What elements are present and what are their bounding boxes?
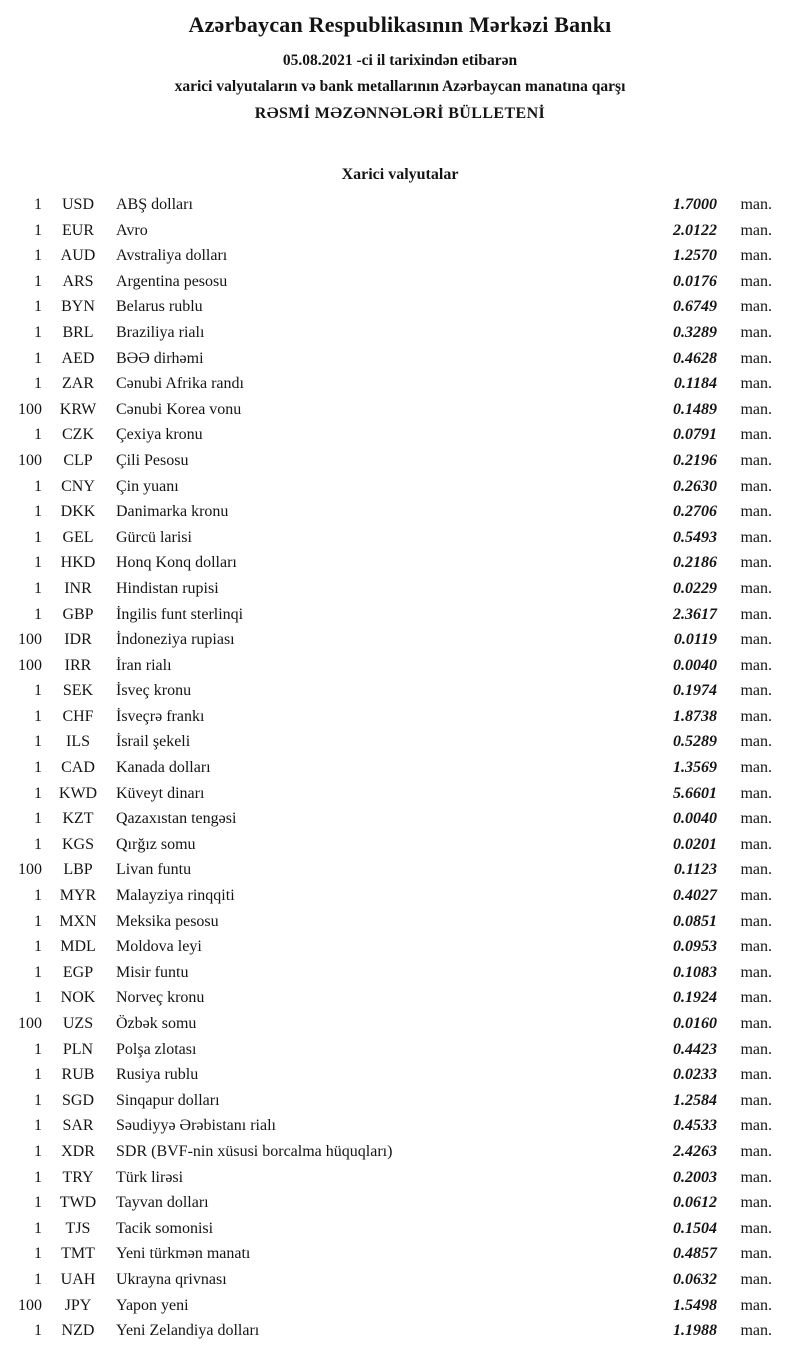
effective-date-line: 05.08.2021 -ci il tarixindən etibarən	[282, 52, 518, 69]
currency-row	[0, 1113, 800, 1139]
currency-code: BRL	[62, 323, 94, 341]
currency-name: Misir funtu	[116, 963, 189, 981]
currency-unit: man.	[740, 272, 772, 290]
currency-code: EGP	[62, 963, 94, 981]
currency-rate: 1.1988	[673, 1322, 717, 1340]
currency-quantity: 1	[34, 1040, 42, 1058]
currency-name: Qırğız somu	[116, 835, 196, 853]
currency-code: DKK	[60, 503, 96, 521]
currency-quantity: 1	[34, 579, 42, 597]
currency-name: Rusiya rublu	[116, 1066, 199, 1084]
currency-quantity: 1	[34, 528, 42, 546]
currency-rate: 0.4423	[673, 1040, 717, 1058]
currency-row	[0, 704, 800, 730]
currency-rate: 0.3289	[673, 323, 717, 341]
currency-rate: 0.4857	[673, 1245, 717, 1263]
currency-unit: man.	[740, 298, 772, 316]
currency-code: IRR	[64, 656, 92, 674]
currency-row	[0, 1037, 800, 1063]
currency-row	[0, 1293, 800, 1319]
currency-row	[0, 1062, 800, 1088]
currency-row	[0, 576, 800, 602]
currency-row	[0, 1011, 800, 1037]
currency-rate: 0.0040	[673, 656, 717, 674]
currency-unit: man.	[740, 426, 772, 444]
currency-rate: 0.0233	[673, 1066, 717, 1084]
currency-unit: man.	[740, 323, 772, 341]
currency-code: CZK	[62, 426, 94, 444]
currency-row	[0, 627, 800, 653]
bulletin-title: RƏSMİ MƏZƏNNƏLƏRİ BÜLLETENİ	[254, 105, 546, 122]
currency-unit: man.	[740, 707, 772, 725]
currency-code: NZD	[61, 1322, 95, 1340]
currency-unit: man.	[740, 835, 772, 853]
currency-quantity: 1	[34, 938, 42, 956]
currency-name: Türk lirəsi	[116, 1168, 184, 1186]
currency-row	[0, 832, 800, 858]
currency-unit: man.	[740, 221, 772, 239]
currency-name: Braziliya rialı	[116, 323, 205, 341]
currency-code: USD	[61, 196, 94, 213]
currency-rate: 0.4027	[673, 887, 717, 905]
currency-quantity: 1	[34, 912, 42, 930]
currency-code: JPY	[64, 1296, 92, 1314]
currency-name: Özbək somu	[116, 1015, 197, 1032]
currency-unit: man.	[740, 1091, 772, 1109]
currency-quantity: 1	[34, 682, 42, 700]
currency-code: SEK	[62, 682, 94, 700]
currency-name: Meksika pesosu	[116, 912, 219, 930]
currency-row	[0, 602, 800, 628]
bulletin-header	[0, 0, 800, 128]
currency-code: AED	[61, 349, 95, 367]
currency-rate: 0.2706	[673, 503, 717, 521]
currency-unit: man.	[740, 912, 772, 930]
currency-unit: man.	[740, 1219, 772, 1237]
currency-rate: 0.2196	[673, 451, 717, 469]
currency-code: SAR	[62, 1117, 94, 1135]
currency-quantity: 1	[34, 323, 42, 341]
currency-rate: 0.5289	[673, 733, 717, 751]
currency-name: Küveyt dinarı	[116, 784, 205, 802]
currency-name: Cənubi Afrika randı	[116, 375, 244, 393]
currency-name: Argentina pesosu	[116, 272, 228, 290]
currency-row	[0, 474, 800, 500]
currency-quantity: 1	[34, 1117, 42, 1135]
currency-code: UAH	[60, 1270, 96, 1288]
currency-code: MDL	[60, 938, 96, 956]
currency-unit: man.	[740, 349, 772, 367]
currency-unit: man.	[740, 656, 772, 674]
currency-quantity: 1	[34, 503, 42, 521]
currency-quantity: 1	[34, 835, 42, 853]
currency-name: Ukrayna qrivnası	[116, 1270, 227, 1288]
currency-code: GEL	[62, 528, 94, 546]
currency-code: ARS	[62, 272, 94, 290]
currency-unit: man.	[740, 554, 772, 572]
currency-quantity: 1	[34, 1219, 42, 1237]
currency-code: ILS	[66, 733, 90, 751]
currency-quantity: 100	[18, 861, 42, 879]
currency-row	[0, 499, 800, 525]
currency-code: PLN	[62, 1040, 94, 1058]
currency-row	[0, 909, 800, 935]
currency-rate: 0.0612	[673, 1194, 717, 1212]
currency-unit: man.	[740, 1117, 772, 1135]
currency-row	[0, 806, 800, 832]
currency-row	[0, 294, 800, 320]
currency-row	[0, 857, 800, 883]
currency-code: KWD	[58, 784, 98, 802]
currency-row	[0, 371, 800, 397]
currency-code: TWD	[59, 1194, 97, 1212]
currency-quantity: 1	[34, 1322, 42, 1340]
currency-name: Honq Konq dolları	[116, 554, 237, 572]
currency-unit: man.	[740, 784, 772, 802]
currency-quantity: 1	[34, 1142, 42, 1160]
currency-rate: 5.6601	[673, 784, 717, 802]
currency-code: KZT	[62, 810, 94, 828]
currency-quantity: 1	[34, 477, 42, 495]
currency-quantity: 1	[34, 272, 42, 290]
currency-code: KGS	[61, 835, 94, 853]
currency-name: Yapon yeni	[116, 1296, 189, 1314]
currency-table	[0, 192, 800, 1344]
currency-code: HKD	[60, 554, 96, 572]
currency-row	[0, 934, 800, 960]
currency-name: İngilis funt sterlinqi	[116, 605, 244, 623]
currency-name: Moldova leyi	[116, 938, 202, 956]
currency-rate: 0.1184	[673, 375, 717, 393]
currency-quantity: 1	[34, 1194, 42, 1212]
currency-code: MYR	[59, 887, 97, 905]
currency-unit: man.	[740, 1015, 772, 1032]
currency-quantity: 1	[34, 298, 42, 316]
currency-unit: man.	[740, 579, 772, 597]
currency-unit: man.	[740, 631, 772, 649]
currency-rate: 0.0040	[673, 810, 717, 828]
currency-rate: 1.3569	[673, 759, 717, 777]
currency-code: CHF	[62, 707, 94, 725]
currency-quantity: 1	[34, 605, 42, 623]
currency-quantity: 100	[18, 656, 42, 674]
currency-rate: 0.6749	[673, 298, 717, 316]
currency-rate: 0.0160	[673, 1015, 717, 1032]
currency-code: CNY	[61, 477, 95, 495]
currency-unit: man.	[740, 247, 772, 265]
currency-unit: man.	[740, 682, 772, 700]
currency-unit: man.	[740, 1142, 772, 1160]
currency-unit: man.	[740, 810, 772, 828]
currency-row	[0, 1267, 800, 1293]
currency-name: Çin yuanı	[116, 477, 179, 495]
currency-quantity: 1	[34, 887, 42, 905]
currency-quantity: 1	[34, 221, 42, 239]
currency-quantity: 100	[18, 1015, 42, 1032]
currency-rate: 0.2003	[673, 1168, 717, 1186]
currency-unit: man.	[740, 1296, 772, 1314]
currency-row	[0, 269, 800, 295]
currency-row	[0, 781, 800, 807]
currency-quantity: 1	[34, 733, 42, 751]
currency-rate: 1.8738	[673, 707, 717, 725]
currency-name: Polşa zlotası	[116, 1040, 197, 1058]
currency-row	[0, 883, 800, 909]
currency-quantity: 1	[34, 247, 42, 265]
currency-row	[0, 1216, 800, 1242]
currency-row	[0, 1241, 800, 1267]
currency-name: Səudiyyə Ərəbistanı rialı	[116, 1117, 276, 1135]
currency-name: Avro	[116, 221, 148, 239]
currency-row	[0, 243, 800, 269]
currency-row	[0, 985, 800, 1011]
currency-code: INR	[64, 579, 92, 597]
currency-rate: 2.0122	[673, 221, 717, 239]
currency-unit: man.	[740, 1322, 772, 1340]
currency-unit: man.	[740, 503, 772, 521]
currency-code: NOK	[60, 989, 96, 1007]
currency-quantity: 1	[34, 784, 42, 802]
currency-unit: man.	[740, 861, 772, 879]
currency-quantity: 100	[18, 1296, 42, 1314]
currency-quantity: 1	[34, 196, 42, 213]
currency-code: MXN	[59, 912, 97, 930]
currency-code: KRW	[59, 400, 97, 418]
currency-name: Yeni Zelandiya dolları	[116, 1322, 260, 1340]
currency-unit: man.	[740, 759, 772, 777]
currency-unit: man.	[740, 477, 772, 495]
currency-code: RUB	[61, 1066, 95, 1084]
currency-quantity: 1	[34, 989, 42, 1007]
currency-name: Kanada dolları	[116, 759, 211, 777]
currency-row	[0, 1190, 800, 1216]
currency-quantity: 1	[34, 707, 42, 725]
currency-rate: 0.0119	[673, 631, 717, 649]
currency-unit: man.	[740, 1168, 772, 1186]
currency-row	[0, 1318, 800, 1344]
currency-rate: 0.1974	[673, 682, 717, 700]
currency-quantity: 1	[34, 1270, 42, 1288]
currency-row	[0, 1139, 800, 1165]
currency-name: Avstraliya dolları	[116, 247, 228, 265]
currency-unit: man.	[740, 375, 772, 393]
currency-code: SGD	[61, 1091, 94, 1109]
currency-rate: 0.1123	[673, 861, 717, 879]
currency-name: İsveçrə frankı	[116, 707, 205, 725]
currency-name: Tayvan dolları	[116, 1194, 209, 1212]
currency-quantity: 1	[34, 1245, 42, 1263]
currency-name: Qazaxıstan tengəsi	[116, 810, 237, 828]
currency-code: TRY	[62, 1168, 94, 1186]
currency-unit: man.	[740, 1066, 772, 1084]
currency-unit: man.	[740, 989, 772, 1007]
currency-quantity: 1	[34, 426, 42, 444]
currency-code: GBP	[62, 605, 94, 623]
currency-rate: 1.2584	[673, 1091, 717, 1109]
currency-code: ZAR	[62, 375, 94, 393]
currency-unit: man.	[740, 887, 772, 905]
currency-name: Livan funtu	[116, 861, 192, 879]
currency-name: Norveç kronu	[116, 989, 205, 1007]
currency-code: BYN	[61, 298, 95, 316]
currency-code: UZS	[62, 1015, 94, 1032]
currency-name: Gürcü larisi	[116, 528, 192, 546]
currency-name: Yeni türkmən manatı	[116, 1245, 251, 1263]
currency-unit: man.	[740, 1245, 772, 1263]
currency-name: Malayziya rinqqiti	[116, 887, 235, 905]
currency-name: İndoneziya rupiası	[116, 631, 235, 649]
currency-row	[0, 448, 800, 474]
currency-name: Sinqapur dolları	[116, 1091, 220, 1109]
currency-name: ABŞ dolları	[116, 196, 193, 213]
currency-rate: 1.7000	[673, 196, 717, 213]
currency-rate: 0.4628	[673, 349, 717, 367]
currency-code: AUD	[60, 247, 96, 265]
currency-code: TMT	[61, 1245, 95, 1263]
currency-quantity: 1	[34, 375, 42, 393]
currency-unit: man.	[740, 963, 772, 981]
currency-rate: 0.0791	[673, 426, 717, 444]
currency-unit: man.	[740, 733, 772, 751]
currency-quantity: 100	[18, 631, 42, 649]
currency-row	[0, 320, 800, 346]
currency-rate: 1.2570	[673, 247, 717, 265]
currency-rate: 1.5498	[673, 1296, 717, 1314]
currency-row	[0, 729, 800, 755]
currency-code: CLP	[63, 451, 93, 469]
currency-quantity: 1	[34, 1091, 42, 1109]
currency-rate: 0.2630	[673, 477, 717, 495]
currency-name: Hindistan rupisi	[116, 579, 219, 597]
currency-rate: 0.1489	[673, 400, 717, 418]
currency-row	[0, 960, 800, 986]
section-title: Xarici valyutalar	[341, 166, 459, 183]
currency-rate: 0.2186	[673, 554, 717, 572]
currency-row	[0, 678, 800, 704]
currency-unit: man.	[740, 1040, 772, 1058]
currency-rate: 0.0176	[673, 272, 717, 290]
currency-name: Çexiya kronu	[116, 426, 203, 444]
currency-unit: man.	[740, 1194, 772, 1212]
currency-rate: 2.4263	[673, 1142, 717, 1160]
currency-rate: 0.1924	[673, 989, 717, 1007]
currency-name: Danimarka kronu	[116, 503, 229, 521]
currency-row	[0, 192, 800, 218]
currency-name: Belarus rublu	[116, 298, 203, 316]
currency-code: LBP	[63, 861, 93, 879]
currency-rate: 0.1504	[673, 1219, 717, 1237]
currency-unit: man.	[740, 605, 772, 623]
currency-name: Çili Pesosu	[116, 451, 189, 469]
currency-row	[0, 653, 800, 679]
currency-unit: man.	[740, 400, 772, 418]
currency-code: CAD	[61, 759, 95, 777]
currency-code: EUR	[62, 221, 94, 239]
currency-rate: 0.0851	[673, 912, 717, 930]
currency-quantity: 100	[18, 451, 42, 469]
currency-name: İsrail şekeli	[116, 733, 191, 751]
currency-unit: man.	[740, 451, 772, 469]
currency-rate: 0.5493	[673, 528, 717, 546]
currency-quantity: 1	[34, 963, 42, 981]
currency-quantity: 100	[18, 400, 42, 418]
currency-name: SDR (BVF-nin xüsusi borcalma hüquqları)	[116, 1142, 393, 1160]
currency-quantity: 1	[34, 810, 42, 828]
bank-title: Azərbaycan Respublikasının Mərkəzi Bankı	[188, 12, 612, 37]
currency-row	[0, 422, 800, 448]
currency-code: IDR	[64, 631, 92, 649]
currency-row	[0, 1165, 800, 1191]
currency-rate: 0.1083	[673, 963, 717, 981]
currency-quantity: 1	[34, 349, 42, 367]
currency-rate: 0.0632	[673, 1270, 717, 1288]
currency-row	[0, 346, 800, 372]
currency-quantity: 1	[34, 554, 42, 572]
currency-rate: 0.0953	[673, 938, 717, 956]
currency-row	[0, 525, 800, 551]
currency-name: BƏƏ dirhəmi	[116, 349, 204, 367]
currency-row	[0, 550, 800, 576]
currency-name: İsveç kronu	[116, 682, 192, 700]
currency-code: TJS	[65, 1219, 91, 1237]
currency-name: Tacik somonisi	[116, 1219, 214, 1237]
currency-unit: man.	[740, 938, 772, 956]
currency-code: XDR	[61, 1142, 95, 1160]
currency-unit: man.	[740, 196, 772, 213]
subject-line: xarici valyutaların və bank metallarının Azərbaycan manatına qarşı	[174, 78, 626, 95]
currency-rate: 0.0229	[673, 579, 717, 597]
currency-row	[0, 755, 800, 781]
currency-rate: 0.0201	[673, 835, 717, 853]
currency-rate: 0.4533	[673, 1117, 717, 1135]
currency-row	[0, 218, 800, 244]
currency-quantity: 1	[34, 1168, 42, 1186]
currency-unit: man.	[740, 528, 772, 546]
currency-unit: man.	[740, 1270, 772, 1288]
currency-quantity: 1	[34, 759, 42, 777]
currency-rate: 2.3617	[673, 605, 717, 623]
currency-row	[0, 397, 800, 423]
currency-quantity: 1	[34, 1066, 42, 1084]
currency-name: İran rialı	[116, 656, 172, 674]
currency-name: Cənubi Korea vonu	[116, 400, 242, 418]
currency-row	[0, 1088, 800, 1114]
